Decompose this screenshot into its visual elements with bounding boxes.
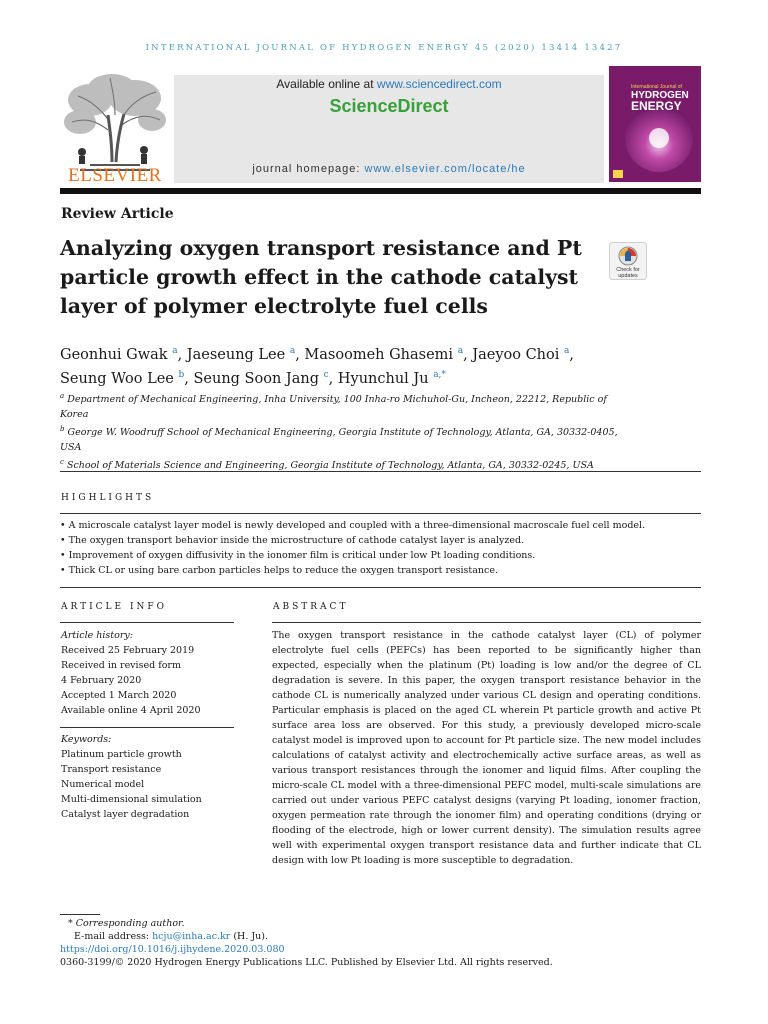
author-name[interactable]: Hyunchul Ju xyxy=(337,370,429,387)
history-item: Accepted 1 March 2020 xyxy=(61,690,177,701)
article-title: Analyzing oxygen transport resistance and Pt particle growth effect in the cathode catalyst layer of polymer electrolyte fuel cells xyxy=(60,236,582,318)
abstract-heading: ABSTRACT xyxy=(273,602,349,612)
header-divider xyxy=(60,188,701,194)
cover-line3: ENERGY xyxy=(631,99,682,113)
history-item: Received 25 February 2019 xyxy=(61,645,195,656)
author-affiliation-mark[interactable]: a xyxy=(457,346,464,356)
keyword-item: Multi-dimensional simulation xyxy=(61,794,202,805)
affiliation-text: George W. Woodruff School of Mechanical Engineering, Georgia Institute of Technology, Atlanta, GA, 30332-0405, USA xyxy=(60,427,618,453)
available-online xyxy=(174,77,604,91)
footnote-divider xyxy=(60,914,100,915)
author-list: Geonhui Gwak $^a$, Jaeseung Lee $^a$, Masoomeh Ghasemi $^a$, Jaeyoo Choi $^a$, Seung Woo Lee $^b$, Seung Soon Jang $^c$, Hyunchul Ju $^{a,*}$ xyxy=(60,346,574,387)
sciencedirect-link[interactable]: www.sciencedirect.com xyxy=(376,77,502,91)
affiliation-text: School of Materials Science and Engineering, Georgia Institute of Technology, Atlanta, GA, 30332-0245, USA xyxy=(66,460,594,472)
affiliation-mark: a xyxy=(60,392,65,400)
highlight-item: • The oxygen transport behavior inside the microstructure of cathode catalyst layer is analyzed. xyxy=(60,535,525,546)
highlight-item: • Thick CL or using bare carbon particles helps to reduce the oxygen transport resistance. xyxy=(60,565,498,576)
highlights-end-divider xyxy=(60,587,701,588)
email-suffix: (H. Ju). xyxy=(230,931,269,942)
highlight-text: Improvement of oxygen diffusivity in the ionomer film is critical under low Pt loading conditions. xyxy=(68,550,536,561)
author-affiliation-mark[interactable]: a xyxy=(289,346,296,356)
cover-line1: International Journal of xyxy=(631,84,682,90)
author-affiliation-mark[interactable]: a,* xyxy=(433,369,446,380)
affiliation-mark: b xyxy=(60,425,65,434)
copyright-line: 0360-3199/© 2020 Hydrogen Energy Publications LLC. Published by Elsevier Ltd. All rights reserved. xyxy=(60,957,553,968)
section-divider xyxy=(60,471,701,472)
keyword-item: Numerical model xyxy=(61,779,145,790)
check-updates-line1: Check for xyxy=(616,267,640,273)
author-name[interactable]: Jaeseung Lee xyxy=(186,346,286,363)
abstract-text: The oxygen transport resistance in the cathode catalyst layer (CL) of polymer electrolyte fuel cells (PEFCs) has been reported to be significantly higher than expected, especially when the platinum (Pt) loading is low and/or the degree of CL degradation is severe. In this paper, the oxygen transport resistance behavior in the cathode CL is numerically analyzed under various CL design and operating conditions. Particular emphasis is placed on the aged CL wherein Pt particle growth and active Pt surface area loss are observed. For this study, a previously developed micro-scale catalyst model is improved upon to account for Pt particle size. The new model includes calculations of catalyst activity and electrochemically active surface areas, as well as various transport resistances through the ionomer and liquid films. After coupling the micro-scale CL model with a three-dimensional PEFC model, multi-scale simulations are carried out under various PEFC catalyst designs (varying Pt loading, ionomer fraction, oxygen permeation rate through the ionomer film) and operating conditions (drying or flooding of the electrode, high or lower current density). The simulation results agree well with experimental oxygen transport resistance data and further indicate that CL design with low Pt loading is more susceptible to degradation. xyxy=(272,630,701,866)
email-line xyxy=(60,930,660,943)
author-affiliation-mark[interactable]: c xyxy=(323,369,329,380)
keywords xyxy=(61,732,233,822)
highlight-text: A microscale catalyst layer model is newly developed and coupled with a three-dimensional macroscale fuel cell model. xyxy=(68,520,646,531)
footnotes xyxy=(60,917,660,969)
publisher-name: ELSEVIER xyxy=(68,165,162,186)
article-history xyxy=(61,628,233,718)
affiliation-item xyxy=(60,422,620,455)
keyword-item: Catalyst layer degradation xyxy=(61,809,190,820)
article-info-divider xyxy=(60,622,234,623)
highlight-item: • Improvement of oxygen diffusivity in the ionomer film is critical under low Pt loading conditions. xyxy=(60,550,536,561)
author-name[interactable]: Jaeyoo Choi xyxy=(472,346,560,363)
abstract-divider xyxy=(272,622,701,623)
email-link[interactable]: hcju@inha.ac.kr xyxy=(152,931,231,942)
keywords-label: Keywords: xyxy=(61,734,112,745)
author-affiliation-mark[interactable]: a xyxy=(172,346,178,356)
affiliation-mark: c xyxy=(60,458,64,467)
history-item: 4 February 2020 xyxy=(61,675,142,686)
journal-cover-image[interactable] xyxy=(609,66,701,182)
affiliation-text: Department of Mechanical Engineering, Inha University, 100 Inha-ro Michuhol-Gu, Incheon, 22212, Republic of Korea xyxy=(60,394,607,420)
highlight-text: The oxygen transport behavior inside the microstructure of cathode catalyst layer is analyzed. xyxy=(68,535,525,546)
author-name[interactable]: Masoomeh Ghasemi xyxy=(304,346,454,363)
author-name[interactable]: Seung Soon Jang xyxy=(193,370,319,387)
author-affiliation-mark[interactable]: b xyxy=(178,369,185,380)
highlights-heading: HIGHLIGHTS xyxy=(61,493,155,503)
journal-homepage xyxy=(174,163,604,175)
doi-link[interactable]: https://doi.org/10.1016/j.ijhydene.2020.03.080 xyxy=(60,944,285,955)
homepage-link[interactable]: www.elsevier.com/locate/he xyxy=(364,163,526,175)
available-prefix: Available online at xyxy=(276,77,377,91)
highlight-text: Thick CL or using bare carbon particles helps to reduce the oxygen transport resistance. xyxy=(68,565,498,576)
keywords-divider xyxy=(60,727,234,728)
article-type: Review Article xyxy=(61,206,174,222)
cover-line2: HYDROGEN xyxy=(631,90,689,101)
highlight-item: • A microscale catalyst layer model is newly developed and coupled with a three-dimensional macroscale fuel cell model. xyxy=(60,520,646,531)
affiliation-item xyxy=(60,389,620,422)
check-for-updates-icon[interactable] xyxy=(609,242,647,280)
keyword-item: Platinum particle growth xyxy=(61,749,182,760)
check-updates-line2: updates xyxy=(618,273,638,279)
history-label: Article history: xyxy=(61,630,133,641)
highlights-divider xyxy=(60,513,701,514)
affiliations xyxy=(60,389,620,474)
email-prefix: E-mail address: xyxy=(74,931,153,942)
author-name[interactable]: Geonhui Gwak xyxy=(60,346,168,363)
author-affiliation-mark[interactable]: a xyxy=(564,346,570,356)
article-info-heading: ARTICLE INFO xyxy=(61,602,168,612)
history-item: Available online 4 April 2020 xyxy=(61,705,201,716)
author-name[interactable]: Seung Woo Lee xyxy=(60,370,174,387)
highlights-list xyxy=(60,518,701,578)
keyword-item: Transport resistance xyxy=(61,764,162,775)
history-item: Received in revised form xyxy=(61,660,181,671)
corresponding-author-note: * Corresponding author. xyxy=(68,918,185,929)
sciencedirect-brand[interactable]: ScienceDirect xyxy=(329,96,449,116)
homepage-prefix: journal homepage: xyxy=(252,163,365,175)
running-header: INTERNATIONAL JOURNAL OF HYDROGEN ENERGY 45 (2020) 13414 13427 xyxy=(145,43,623,53)
